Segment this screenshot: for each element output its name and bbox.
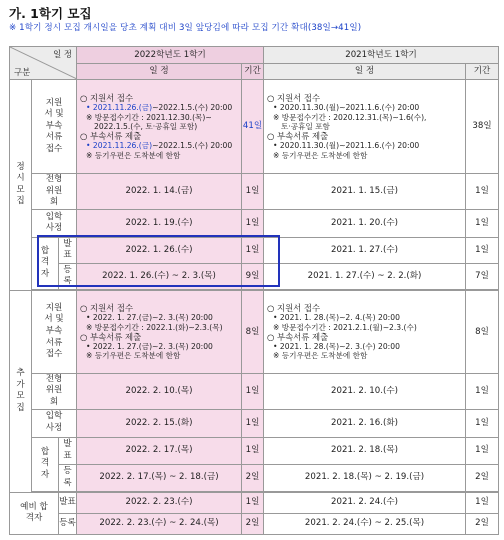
duration-header-2021: 기간	[466, 64, 499, 80]
line: ※ 등기우편은 도착분에 한함	[273, 351, 368, 361]
schedule-header-2022: 일 정	[77, 64, 242, 80]
reserve-announce-2022: 2022. 2. 23.(수)	[77, 492, 242, 513]
group-regular-label: 정시모집	[16, 161, 25, 207]
additional-register-duration-2021: 2일	[466, 464, 499, 491]
date-rest: ~2022.1.5.(수) 20:00	[152, 141, 233, 151]
regular-committee-2021: 2021. 1. 15.(금)	[264, 174, 466, 210]
line: ※ 방문접수기간 : 2020.12.31.(목)~1.6(수),	[273, 112, 427, 122]
regular-announce-duration-2022: 1일	[242, 237, 264, 263]
reserve-announce-2021: 2021. 2. 24.(수)	[264, 492, 466, 513]
additional-exam-2021: 2021. 2. 16.(화)	[264, 409, 466, 437]
exam-label-text: 입학 사정	[45, 211, 63, 234]
regular-register-2022: 2022. 1. 26.(수) ~ 2. 3.(목)	[77, 263, 242, 289]
schedule-header-2021: 일 정	[264, 64, 466, 80]
row-announce-label	[59, 237, 77, 263]
regular-application-2022	[77, 80, 242, 174]
additional-application-2022	[77, 290, 242, 373]
regular-register-2021: 2021. 1. 27.(수) ~ 2. 2.(화)	[264, 263, 466, 289]
line: ○ 부속서류 제출	[267, 331, 329, 342]
announce-label-text: 발표	[63, 238, 72, 261]
line: ○ 부속서류 제출	[267, 131, 329, 142]
additional-application-duration-2021: 8일	[466, 290, 499, 373]
register-label-text: 등록	[63, 264, 72, 287]
committee-label-text: 전형 위원회	[45, 174, 63, 208]
additional-committee-duration-2022: 1일	[242, 373, 264, 409]
group-additional-label: 추가모집	[16, 367, 25, 413]
additional-announce-duration-2022: 1일	[242, 437, 264, 464]
year-2021-header: 2021학년도 1학기	[264, 47, 499, 64]
line: ○ 지원서 접수	[267, 93, 321, 104]
additional-register-2022: 2022. 2. 17.(목) ~ 2. 18.(금)	[77, 464, 242, 491]
regular-application-duration-2021: 38일	[466, 80, 499, 174]
reserve-register-duration-2021: 2일	[466, 513, 499, 534]
line: ○ 부속서류 제출	[80, 331, 142, 342]
row-accepted-label	[32, 437, 59, 491]
row-register-label	[59, 464, 77, 491]
announce-label-text: 발표	[63, 438, 72, 461]
line: • 2022. 1. 27.(금)~2. 3.(목) 20:00	[86, 342, 213, 352]
date-blue: • 2021.11.26.(금)	[86, 103, 153, 113]
line: • 2021. 1. 28.(목)~2. 3.(수) 20:00	[273, 342, 400, 352]
regular-exam-duration-2021: 1일	[466, 209, 499, 237]
line: ○ 지원서 접수	[267, 303, 321, 314]
committee-label-text: 전형 위원회	[45, 373, 63, 407]
row-application-label	[32, 80, 77, 174]
additional-announce-2022: 2022. 2. 17.(목)	[77, 437, 242, 464]
additional-exam-duration-2021: 1일	[466, 409, 499, 437]
regular-announce-2021: 2021. 1. 27.(수)	[264, 237, 466, 263]
regular-committee-2022: 2022. 1. 14.(금)	[77, 174, 242, 210]
reserve-register-duration-2022: 2일	[242, 513, 264, 534]
date-rest: ~2022.1.5.(수) 20:00	[152, 103, 233, 113]
regular-announce-duration-2021: 1일	[466, 237, 499, 263]
year-2022-header: 2022학년도 1학기	[77, 47, 264, 64]
duration-header-2022: 기간	[242, 64, 264, 80]
reserve-register-2021: 2021. 2. 24.(수) ~ 2. 25.(목)	[264, 513, 466, 534]
application-label-text: 지원서 및 부속 서류 접수	[44, 302, 64, 360]
line: ※ 방문접수기간 : 2021.12.30.(목)~	[86, 112, 212, 122]
group-additional	[10, 290, 32, 492]
reserve-register-2022: 2022. 2. 23.(수) ~ 2. 24.(목)	[77, 513, 242, 534]
additional-application-2021	[264, 290, 466, 373]
row-announce-label: 발표	[59, 492, 77, 513]
additional-exam-2022: 2022. 2. 15.(화)	[77, 409, 242, 437]
line: ○ 부속서류 제출	[80, 131, 142, 142]
line: 토·공휴일 포함	[281, 121, 330, 131]
regular-exam-duration-2022: 1일	[242, 209, 264, 237]
line: ○ 지원서 접수	[80, 303, 134, 314]
line: ※ 등기우편은 도착분에 한함	[86, 351, 181, 361]
line: ※ 등기우편은 도착분에 한함	[86, 150, 181, 160]
schedule-table	[9, 46, 499, 535]
exam-label-text: 입학 사정	[45, 411, 63, 434]
schedule-note: ※ 1학기 정시 모집 개시일을 당초 계획 대비 3일 앞당김에 따라 모집 기간 확대(38일→41일)	[9, 23, 362, 33]
row-register-label	[59, 263, 77, 289]
section-title: 가. 1학기 모집	[9, 6, 92, 21]
regular-exam-2021: 2021. 1. 20.(수)	[264, 209, 466, 237]
group-reserve-label: 예비 합격자	[20, 501, 48, 524]
additional-committee-2022: 2022. 2. 10.(목)	[77, 373, 242, 409]
line: • 2020.11.30.(월)~2021.1.6.(수) 20:00	[273, 103, 420, 113]
row-exam-label	[32, 209, 77, 237]
row-committee-label	[32, 373, 77, 409]
group-regular	[10, 80, 32, 291]
additional-exam-duration-2022: 1일	[242, 409, 264, 437]
row-committee-label	[32, 174, 77, 210]
row-register-label: 등록	[59, 513, 77, 534]
regular-announce-2022: 2022. 1. 26.(수)	[77, 237, 242, 263]
line: ※ 방문접수기간 : 2021.2.1.(월)~2.3.(수)	[273, 322, 417, 332]
date-blue: • 2021.11.26.(금)	[86, 141, 153, 151]
regular-committee-duration-2022: 1일	[242, 174, 264, 210]
regular-exam-2022: 2022. 1. 19.(수)	[77, 209, 242, 237]
accepted-label-text: 합격자	[40, 245, 50, 280]
corner-category-label: 구분	[14, 66, 31, 77]
regular-application-duration-2022: 41일	[242, 80, 264, 174]
additional-committee-2021: 2021. 2. 10.(수)	[264, 373, 466, 409]
table-corner-header	[10, 47, 77, 80]
row-exam-label	[32, 409, 77, 437]
additional-register-2021: 2021. 2. 18.(목) ~ 2. 19.(금)	[264, 464, 466, 491]
accepted-label-text: 합격자	[40, 446, 50, 480]
regular-committee-duration-2021: 1일	[466, 174, 499, 210]
regular-register-duration-2022: 9일	[242, 263, 264, 289]
line: 2022.1.5.(수, 토·공휴일 포함)	[94, 121, 198, 131]
additional-announce-duration-2021: 1일	[466, 437, 499, 464]
additional-register-duration-2022: 2일	[242, 464, 264, 491]
reserve-announce-duration-2022: 1일	[242, 492, 264, 513]
regular-application-2021	[264, 80, 466, 174]
additional-committee-duration-2021: 1일	[466, 373, 499, 409]
line: • 2020.11.30.(월)~2021.1.6.(수) 20:00	[273, 141, 420, 151]
regular-register-duration-2021: 7일	[466, 263, 499, 289]
row-application-label	[32, 290, 77, 373]
reserve-announce-duration-2021: 1일	[466, 492, 499, 513]
row-announce-label	[59, 437, 77, 464]
register-label-text: 등록	[63, 465, 72, 488]
line: • 2022. 1. 27.(금)~2. 3.(목) 20:00	[86, 313, 213, 323]
additional-announce-2021: 2021. 2. 18.(목)	[264, 437, 466, 464]
application-label-text: 지원서 및 부속 서류 접수	[44, 97, 64, 154]
line: ※ 방문접수기간 : 2022.1.(화)~2.3.(목)	[86, 322, 223, 332]
line: ※ 등기우편은 도착분에 한함	[273, 150, 368, 160]
additional-application-duration-2022: 8일	[242, 290, 264, 373]
group-reserve	[10, 492, 59, 534]
line: ○ 지원서 접수	[80, 93, 134, 104]
row-accepted-label	[32, 237, 59, 289]
line: • 2021. 1. 28.(목)~2. 4.(목) 20:00	[273, 313, 400, 323]
corner-schedule-label: 일 정	[53, 49, 73, 59]
